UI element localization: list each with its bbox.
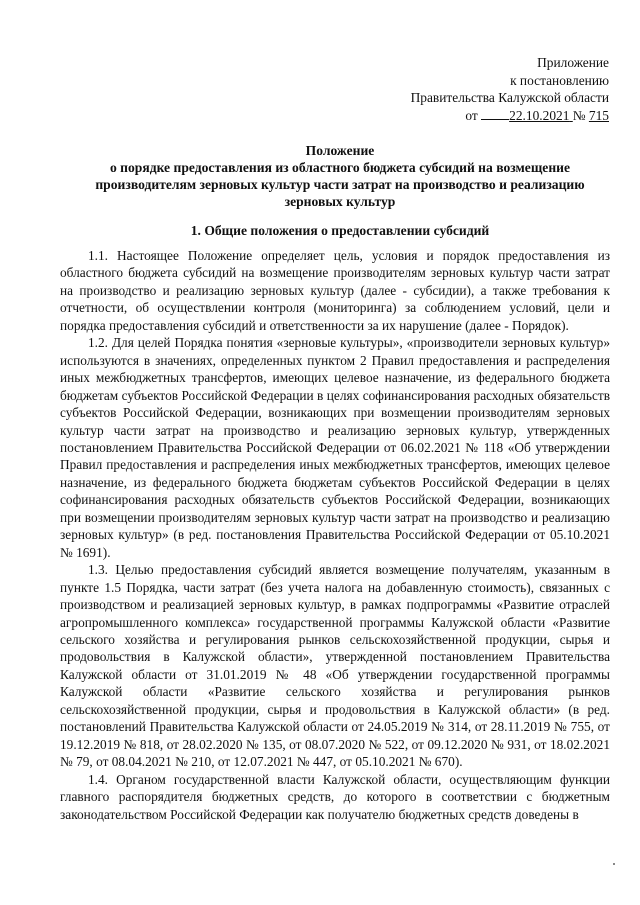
appendix-header — [349, 54, 609, 124]
number-prefix: № — [572, 107, 586, 123]
resolution-number: 715 — [588, 107, 609, 123]
section-body — [60, 247, 610, 823]
appendix-date-line — [349, 107, 609, 125]
appendix-label: Приложение — [537, 55, 609, 70]
paragraph-1-2: 1.2. Для целей Порядка понятия «зерновые культуры», «производители зерновых культур» используются в значениях, определенных пунктом 2 Правил предоставления и распределения иных межбюджетных трансфертов, имеющих целевое назначение, из федерального бюджета бюджетам субъектов Российской Федерации в целях софинансирования расходных обязательств субъектов Российской Федерации, возникающих при возмещении производителям зерновых культур части затрат на производство и реализацию зерновых культур, утвержденных постановлением Правительства Российской Федерации от 06.02.2021 № 118 «Об утверждении Правил предоставления и распределения иных межбюджетных трансфертов, имеющих целевое назначение, из федерального бюджета бюджетам субъектов Российской Федерации в целях софинансирования расходных обязательств субъектов Российской Федерации, возникающих при возмещении производителям зерновых культур части затрат на производство и реализацию зерновых культур» (в ред. постановления Правительства Российской Федерации от 05.10.2021 № 1691). — [60, 335, 610, 560]
date-blank — [481, 107, 509, 120]
title-line-4: зерновых культур — [284, 194, 396, 209]
appendix-resolution-ref: к постановлению — [510, 72, 609, 88]
title-line-1: Положение — [305, 143, 375, 158]
paragraph-1-3: 1.3. Целью предоставления субсидий является возмещение получателям, указанным в пункте 1.5 Порядка, части затрат (без учета налога на добавленную стоимость), связанных с производством и реализацией зерновых культур, в рамках подпрограммы «Развитие отраслей агропромышленного комплекса» государственной программы Калужской области «Развитие сельского хозяйства и регулирования рынков сельскохозяйственной продукции, сырья и продовольствия в Калужской области», утвержденной постановлением Правительства Калужской области от 31.01.2019 № 48 «Об утверждении государственной программы Калужской области «Развитие сельского хозяйства и регулирования рынков сельскохозяйственной продукции, сырья и продовольствия в Калужской области» (в ред. постановлений Правительства Калужской области от 24.05.2019 № 314, от 28.11.2019 № 755, от 19.12.2019 № 818, от 28.02.2020 № 135, от 08.07.2020 № 522, от 09.12.2020 № 931, от 18.02.2021 № 79, от 08.04.2021 № 210, от 12.07.2021 № 447, от 05.10.2021 № 670). — [60, 562, 610, 770]
resolution-date: 22.10.2021 — [509, 107, 570, 123]
scan-dot — [613, 863, 615, 865]
document-title — [60, 142, 620, 210]
paragraph-1-1: 1.1. Настоящее Положение определяет цель, условия и порядок предоставления из областного бюджета субсидий на возмещение производителям зерновых культур части затрат на производство и реализацию зерновых культур (далее - субсидии), а также требования к отчетности, об осуществлении контроля (мониторинга) за соблюдением условий, цели и порядка предоставления субсидий и ответственности за их нарушение (далее - Порядок). — [60, 248, 610, 333]
section-heading: 1. Общие положения о предоставлении субсидий — [190, 223, 490, 238]
paragraph-1-4: 1.4. Органом государственной власти Калужской области, осуществляющим функции главного распорядителя бюджетных средств, до которого в соответствии с бюджетным законодательством Российской Федерации как получателю бюджетных средств доведены в — [60, 771, 610, 822]
appendix-government: Правительства Калужской области — [410, 90, 609, 105]
title-line-3: производителям зерновых культур части затрат на производство и реализацию — [95, 177, 585, 192]
title-line-2: о порядке предоставления из областного бюджета субсидий на возмещение — [109, 160, 571, 175]
date-prefix: от — [465, 107, 478, 123]
